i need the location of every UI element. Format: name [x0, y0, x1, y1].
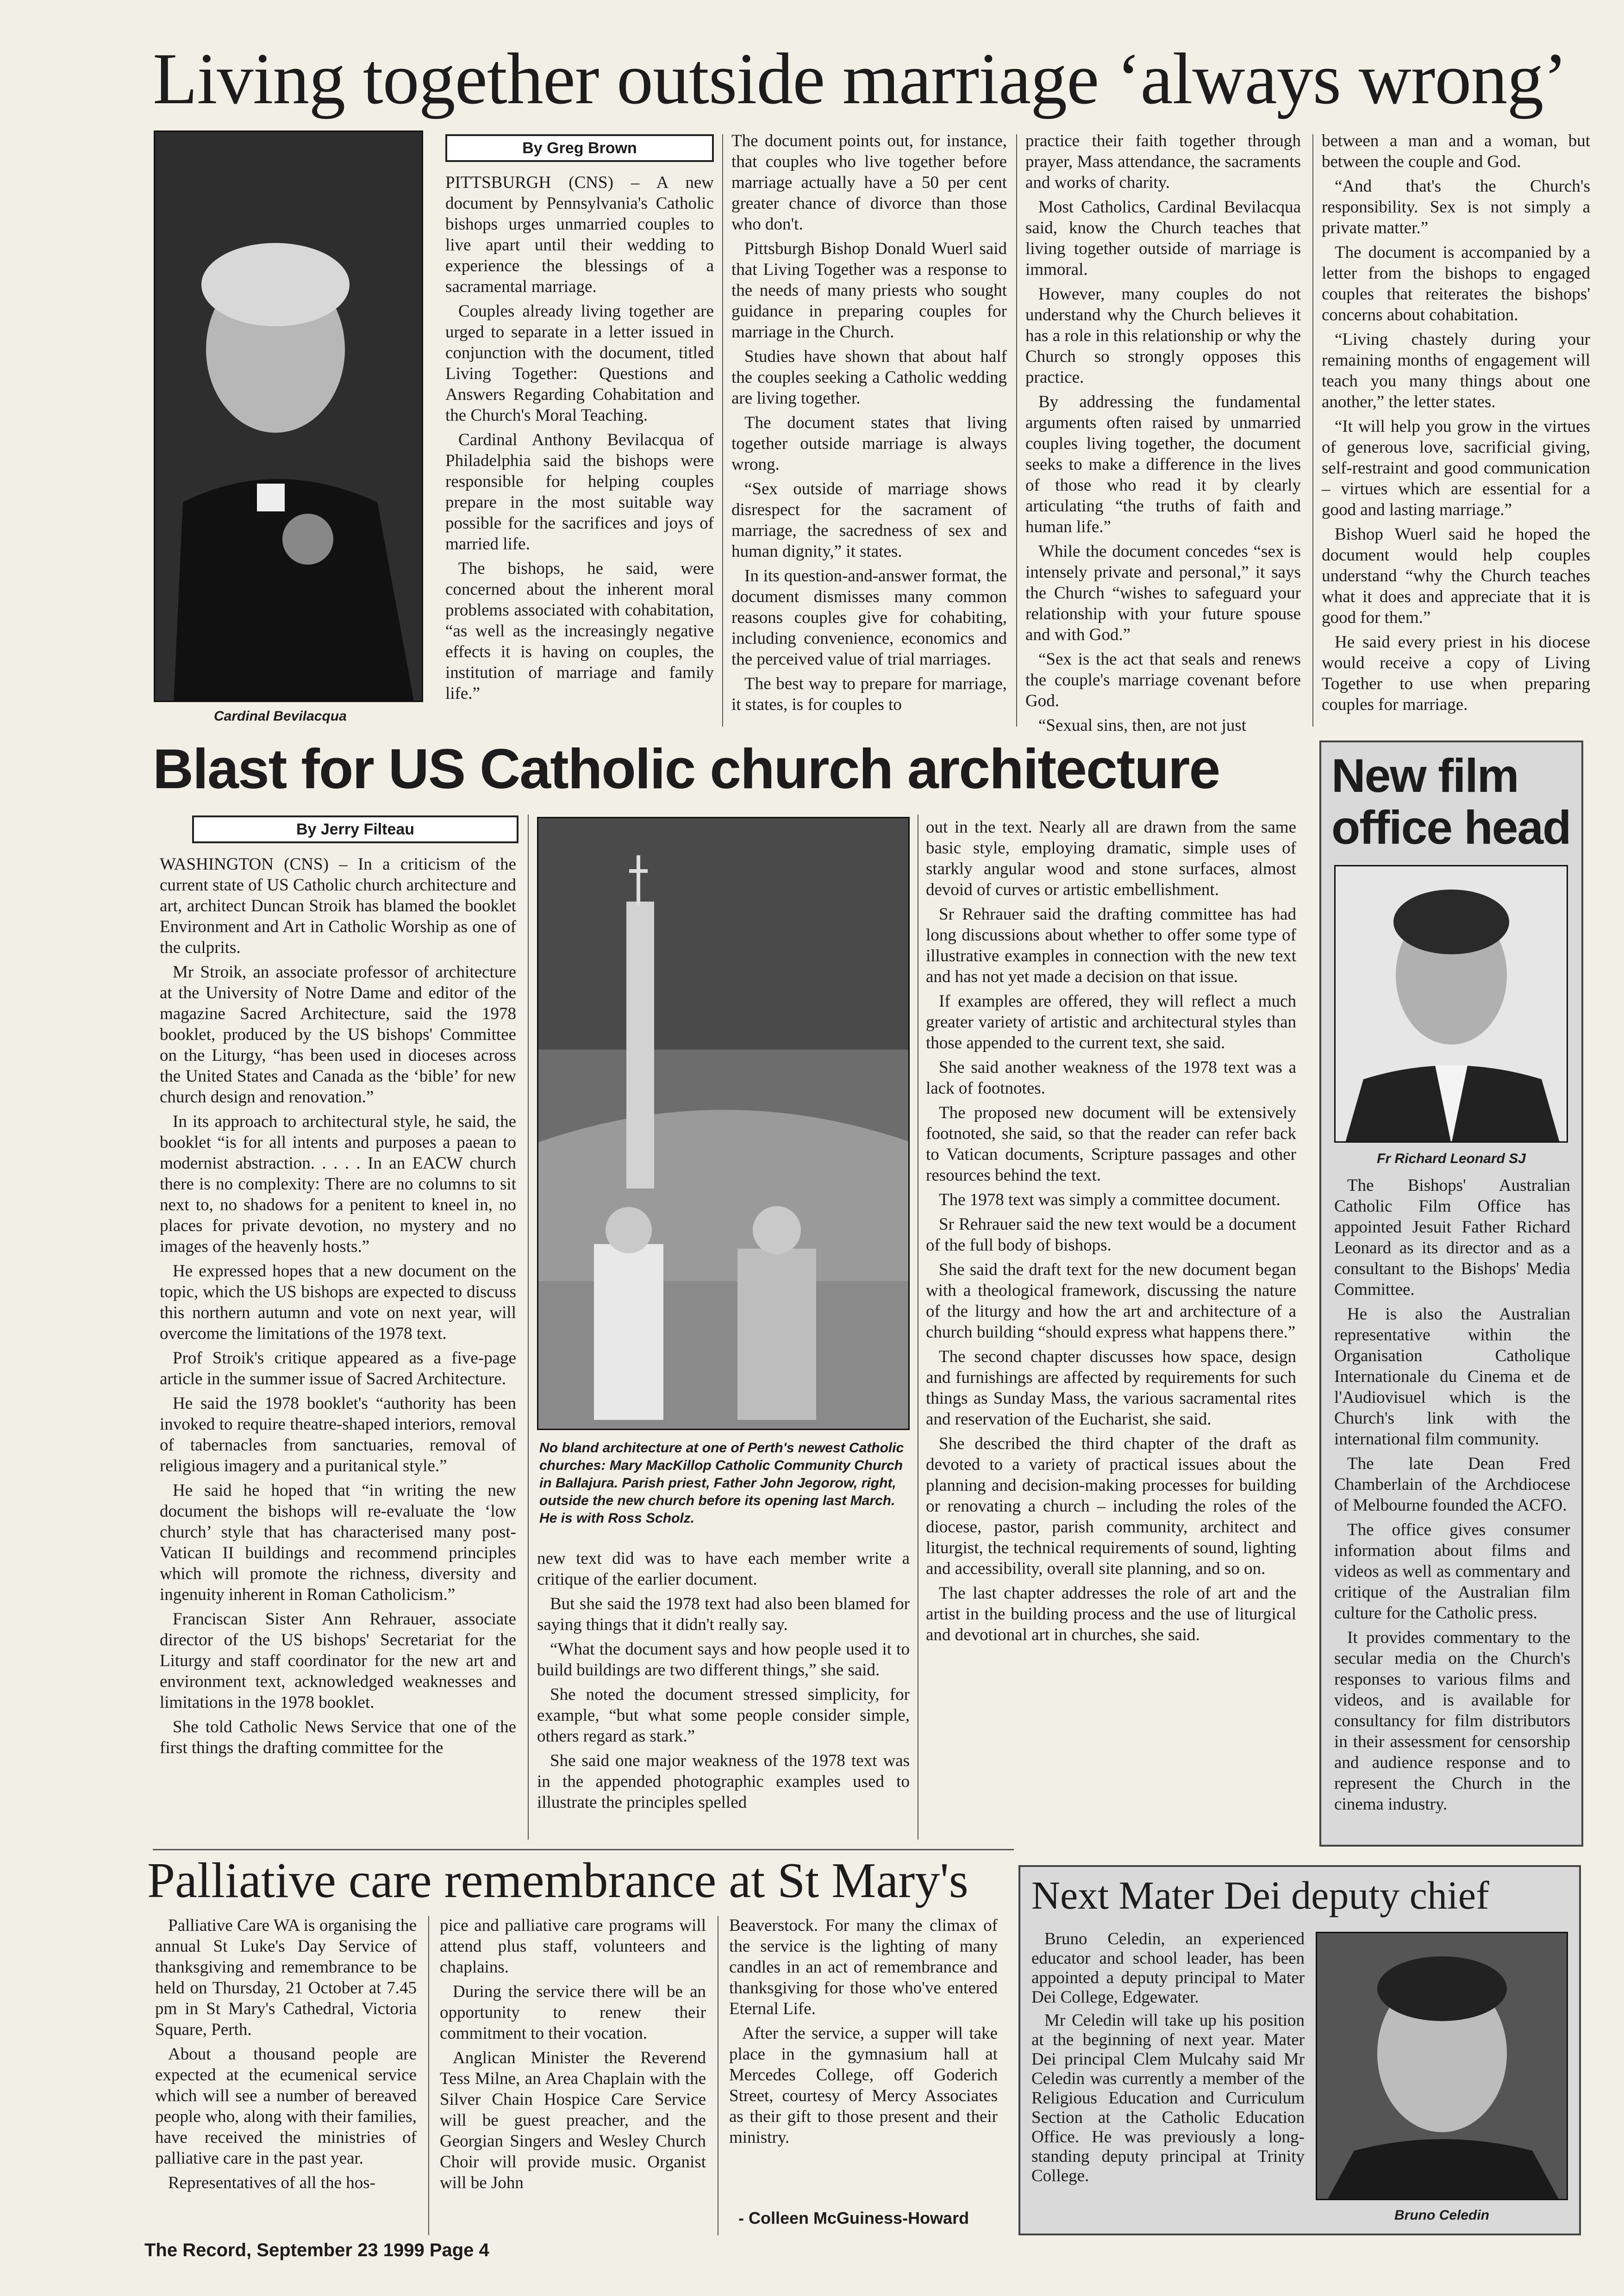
paragraph: pice and palliative care programs will attend plus staff, volunteers and chaplains.: [440, 1916, 706, 1977]
paragraph: Bruno Celedin, an experienced educator and school leader, has been appointed a deputy principal to Mater Dei College, Edgewater.: [1031, 1929, 1305, 2007]
paragraph: She described the third chapter of the draft as devoted to a variety of practical issues about the planning and decision-making processes for building or renovating a church – including the roles of the diocese, pastor, parish community, architect and liturgist, the technical requirements of sound, lighting and accessibility, overall site planning, and so on.: [926, 1434, 1296, 1578]
story4-col2: [440, 1915, 706, 2197]
story3-headline: New film office head: [1331, 749, 1571, 854]
paragraph: He expressed hopes that a new document on the topic, which the US bishops are expected to discuss this northern autumn and vote on next year, will overcome the limitations of the 1978 text.: [160, 1262, 516, 1343]
paragraph: between a man and a woman, but between the couple and God.: [1322, 131, 1590, 171]
church-photo: [537, 817, 910, 1430]
page-footer: The Record, September 23 1999 Page 4: [144, 2240, 489, 2260]
paragraph: Couples already living together are urged to separate in a letter issued in conjunction with the document, titled Living Together: Questions and Answers Regarding Cohabitation and the Church's Moral Teaching.: [445, 302, 714, 425]
paragraph: The office gives consumer information about films and videos as well as commentary and critique of the Australian film culture for the Catholic press.: [1334, 1520, 1570, 1623]
paragraph: Beaverstock. For many the climax of the service is the lighting of many candles in an act of remembrance and thanksgiving for those who've entered Eternal Life.: [729, 1916, 998, 2018]
paragraph: The late Dean Fred Chamberlain of the Archdiocese of Melbourne founded the ACFO.: [1334, 1454, 1570, 1515]
story2-byline: By Jerry Filteau: [192, 815, 518, 843]
story5-body: [1031, 1929, 1305, 2190]
portrait-image: [1336, 866, 1568, 1143]
paragraph: In its approach to architectural style, he said, the booklet “is for all intents and purposes a paean to modernist abstraction. . . . . In an EACW church there is no complexity: There are no columns to sit next to, no shadows for a penitent to kneel in, no places for private devotion, no mystery and no images of the heavenly hosts.”: [160, 1112, 516, 1256]
paragraph: During the service there will be an opportunity to renew their commitment to their vocation.: [440, 1982, 706, 2043]
paragraph: “It will help you grow in the virtues of generous love, sacrificial giving, self-restraint and good communication – virtues which are essential for a good and lasting marriage.”: [1322, 417, 1590, 519]
paragraph: She told Catholic News Service that one of the first things the drafting committee for the: [160, 1717, 516, 1757]
paragraph: Sr Rehrauer said the new text would be a document of the full body of bishops.: [926, 1215, 1296, 1255]
paragraph: Prof Stroik's critique appeared as a five-page article in the summer issue of Sacred Architecture.: [160, 1349, 516, 1388]
paragraph: new text did was to have each member write a critique of the earlier document.: [537, 1549, 910, 1589]
paragraph: The last chapter addresses the role of art and the artist in the building process and the use of liturgical and devotional art in churches, she said.: [926, 1584, 1296, 1644]
paragraph: “Sex outside of marriage shows disrespect for the sacrament of marriage, the sacredness of sex and human dignity,” it states.: [731, 479, 1007, 561]
story3-body: [1334, 1175, 1570, 1818]
paragraph: Pittsburgh Bishop Donald Wuerl said that Living Together was a response to the needs of many priests who sought guidance in preparing couples for marriage in the Church.: [731, 239, 1007, 342]
paragraph: Anglican Minister the Reverend Tess Milne, an Area Chaplain with the Silver Chain Hospice Care Service will be guest preacher, and the Georgian Singers and Wesley Church Choir will provide music. Organist will be John: [440, 2048, 706, 2192]
column-rule: [1312, 134, 1313, 727]
paragraph: She said the draft text for the new document began with a theological framework, discussing the nature of the liturgy and how the art and architecture of a church building “should express what happens there.”: [926, 1260, 1296, 1342]
richard-leonard-caption: Fr Richard Leonard SJ: [1377, 1151, 1526, 1166]
story1-headline: Living together outside marriage ‘always wrong’: [153, 38, 1567, 119]
portrait-image: [155, 132, 423, 702]
paragraph: If examples are offered, they will reflect a much greater variety of artistic and architectural styles than those appended to the current text, she said.: [926, 992, 1296, 1052]
paragraph: While the document concedes “sex is intensely private and personal,” it says the Church “wishes to safeguard your relationship with your future spouse and with God.”: [1025, 542, 1301, 644]
paragraph: In its question-and-answer format, the document dismisses many common reasons couples give for cohabiting, including convenience, economics and the perceived value of trial marriages.: [731, 566, 1007, 669]
paragraph: After the service, a supper will take place in the gymnasium hall at Mercedes College, off Goderich Street, courtesy of Mercy Associates as their gift to those present and their ministry.: [729, 2024, 998, 2147]
paragraph: out in the text. Nearly all are drawn from the same basic style, employing dramatic, simple uses of starkly angular wood and stone surfaces, almost devoid of curves or artistic embellishment.: [926, 818, 1296, 899]
story4-col3: [729, 1915, 998, 2152]
church-photo-caption: No bland architecture at one of Perth's newest Catholic churches: Mary MacKillop Catholic Community Church in Ballajura. Parish priest, Father John Jegorow, right, outside the new church before its opening last March. He is with Ross Scholz.: [539, 1440, 904, 1526]
paragraph: He said he hoped that “in writing the new document the bishops will re-evaluate the ‘low church’ style that has characterised many post-Vatican II buildings and recommend principles which will promote the richness, diversity and ingenuity inherent in Roman Catholicism.”: [160, 1481, 516, 1604]
paragraph: About a thousand people are expected at the ecumenical service which will see a number of bereaved people who, along with their families, have received the ministries of palliative care in the past year.: [155, 2045, 417, 2168]
story2-col2: [537, 1548, 910, 1817]
paragraph: The bishops, he said, were concerned about the inherent moral problems associated with cohabitation, “as well as the increasingly negative effects it is having on couples, the institution of marriage and family life.”: [445, 559, 714, 703]
paragraph: Franciscan Sister Ann Rehrauer, associate director of the US bishops' Secretariat for the Liturgy and staff coordinator for the new art and environment text, acknowledged weaknesses and limitations in the 1978 booklet.: [160, 1610, 516, 1712]
paragraph: WASHINGTON (CNS) – In a criticism of the current state of US Catholic church architecture and art, architect Duncan Stroik has blamed the booklet Environment and Art in Catholic Worship as one of the culprits.: [160, 855, 516, 957]
story2-col3: [926, 817, 1296, 1649]
paragraph: “Living chastely during your remaining months of engagement will teach you many things about one another,” the letter states.: [1322, 330, 1590, 411]
paragraph: “Sexual sins, then, are not just: [1038, 716, 1247, 735]
story1-col2: [731, 131, 1007, 719]
paragraph: She said one major weakness of the 1978 text was in the appended photographic examples used to illustrate the principles spelled: [537, 1751, 910, 1812]
paragraph: However, many couples do not understand why the Church believes it has a role in this relationship or why the Church so strongly opposes this practice.: [1025, 285, 1301, 387]
cardinal-bevilacqua-caption: Cardinal Bevilacqua: [214, 709, 347, 724]
paragraph: Sr Rehrauer said the drafting committee has had long discussions about whether to offer some type of illustrative examples in connection with the new text and has not yet made a decision on that issue.: [926, 905, 1296, 986]
story4-headline: Palliative care remembrance at St Mary's: [147, 1853, 968, 1908]
paragraph: The second chapter discusses how space, design and furnishings are affected by requirements for such things as Sunday Mass, the various sacramental rites and reservation of the Eucharist, she said.: [926, 1347, 1296, 1429]
mater-dei-box: [1018, 1865, 1581, 2235]
paragraph: “What the document says and how people used it to build buildings are two different things,” she said.: [537, 1640, 910, 1680]
cardinal-bevilacqua-photo: [154, 131, 423, 702]
paragraph: The document states that living together outside marriage is always wrong.: [731, 413, 1007, 474]
story4-signoff: - Colleen McGuiness-Howard: [738, 2209, 969, 2228]
story5-headline: Next Mater Dei deputy chief: [1031, 1873, 1489, 1917]
story2-col1: [160, 854, 516, 1762]
film-office-box: [1319, 740, 1583, 1847]
paragraph: He said every priest in his diocese would receive a copy of Living Together to use when preparing couples for marriage.: [1322, 633, 1590, 714]
story1-col1: [445, 172, 714, 708]
column-rule: [528, 815, 529, 1840]
paragraph: Most Catholics, Cardinal Bevilacqua said, know the Church teaches that living together outside of marriage is immoral.: [1025, 198, 1301, 279]
paragraph: The 1978 text was simply a committee document.: [939, 1190, 1280, 1209]
section-rule: [153, 1849, 1014, 1850]
bruno-celedin-caption: Bruno Celedin: [1394, 2208, 1489, 2223]
story2-headline: Blast for US Catholic church architecture: [153, 737, 1220, 800]
paragraph: The best way to prepare for marriage, it states, is for couples to: [731, 674, 1007, 714]
paragraph: Mr Stroik, an associate professor of architecture at the University of Notre Dame and editor of the magazine Sacred Architecture, said the 1978 booklet, produced by the US bishops' Committee on the Liturgy, “has been used in dioceses across the United States and Canada as the ‘bible’ for new church design and renovation.”: [160, 963, 516, 1107]
paragraph: He said the 1978 booklet's “authority has been invoked to require theatre-shaped interiors, removal of tabernacles from sanctuaries, removal of religious imagery and a puritanical style.”: [160, 1394, 516, 1475]
paragraph: But she said the 1978 text had also been blamed for saying things that it didn't really say.: [537, 1594, 910, 1634]
story1-byline: By Greg Brown: [445, 134, 714, 162]
paragraph: She said another weakness of the 1978 text was a lack of footnotes.: [926, 1058, 1296, 1098]
paragraph: Representatives of all the hos-: [168, 2173, 375, 2192]
paragraph: He is also the Australian representative within the Organisation Catholique Internationale du Cinema et de l'Audiovisuel which is the Church's link with the international film community.: [1334, 1305, 1570, 1449]
paragraph: practice their faith together through prayer, Mass attendance, the sacraments and works of charity.: [1025, 131, 1301, 192]
paragraph: She noted the document stressed simplicity, for example, “but what some people consider simple, others regard as stark.”: [537, 1685, 910, 1746]
paragraph: The document points out, for instance, that couples who live together before marriage actually have a 50 per cent greater chance of divorce than those who don't.: [731, 131, 1007, 234]
paragraph: The document is accompanied by a letter from the bishops to engaged couples that reiterates the bishops' concerns about cohabitation.: [1322, 243, 1590, 324]
paragraph: The Bishops' Australian Catholic Film Office has appointed Jesuit Father Richard Leonard as its director and as a consultant to the Bishops' Media Committee.: [1334, 1176, 1570, 1299]
paragraph: PITTSBURGH (CNS) – A new document by Pennsylvania's Catholic bishops urges unmarried couples to live apart until their wedding to experience the blessings of a sacramental marriage.: [445, 173, 714, 296]
paragraph: Palliative Care WA is organising the annual St Luke's Day Service of thanksgiving and remembrance to be held on Thursday, 21 October at 7.45 pm in St Mary's Cathedral, Victoria Square, Perth.: [155, 1916, 417, 2039]
paragraph: Studies have shown that about half the couples seeking a Catholic wedding are living together.: [731, 347, 1007, 408]
paragraph: “And that's the Church's responsibility. Sex is not simply a private matter.”: [1322, 177, 1590, 237]
paragraph: It provides commentary to the secular media on the Church's responses to various films and videos, and is available for consultancy for film distributors in their assessment for censorship and audience response and to represent the Church in the cinema industry.: [1334, 1628, 1570, 1814]
bruno-celedin-photo: [1316, 1932, 1568, 2200]
story4-col1: [155, 1915, 417, 2197]
portrait-image: [1317, 1933, 1568, 2200]
column-rule: [722, 134, 723, 727]
column-rule: [428, 1916, 429, 2235]
church-image: [538, 818, 910, 1430]
richard-leonard-photo: [1334, 865, 1568, 1143]
paragraph: Mr Celedin will take up his position at the beginning of next year. Mater Dei principal Clem Mulcahy said Mr Celedin was currently a member of the Religious Education and Curriculum Section at the Catholic Education Office. He was previously a long-standing deputy principal at Trinity College.: [1031, 2011, 1305, 2185]
paragraph: By addressing the fundamental arguments often raised by unmarried couples living together, the document seeks to make a difference in the lives of those who read it by clearly articulating “the truths of faith and human life.”: [1025, 392, 1301, 536]
column-rule: [1016, 134, 1017, 727]
story1-col4: [1322, 131, 1590, 719]
paragraph: The proposed new document will be extensively footnoted, she said, so that the reader can refer back to Vatican documents, Scripture passages and other resources behind the text.: [926, 1103, 1296, 1185]
paragraph: Cardinal Anthony Bevilacqua of Philadelphia said the bishops were responsible for helping couples prepare in the most suitable way possible for the sacrifices and joys of married life.: [445, 430, 714, 554]
paragraph: “Sex is the act that seals and renews the couple's marriage covenant before God.: [1025, 650, 1301, 710]
paragraph: Bishop Wuerl said he hoped the document would help couples understand “why the Church teaches what it does and appreciate that it is good for them.”: [1322, 525, 1590, 627]
story1-col3: [1025, 131, 1301, 740]
